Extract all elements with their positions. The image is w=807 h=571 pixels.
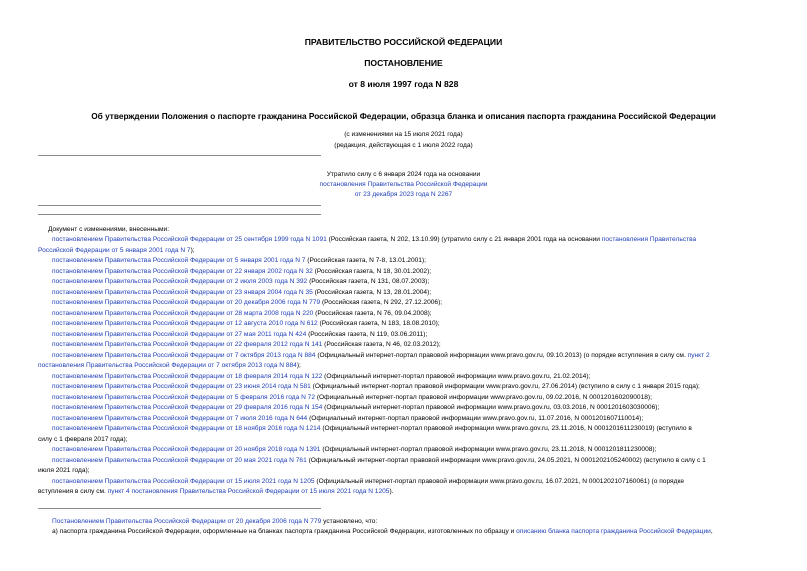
government-heading: ПРАВИТЕЛЬСТВО РОССИЙСКОЙ ФЕДЕРАЦИИ	[304, 37, 503, 47]
amendment-ref-link[interactable]: постановления Правительства	[601, 236, 697, 243]
document-title: Об утверждении Положения о паспорте гражданина Российской Федерации, образца бланка и описания паспорта гражданина Российской Федерации	[91, 111, 716, 121]
amendment-link[interactable]: постановлением Правительства Российской Федерации от 29 февраля 2016 года N 154	[52, 404, 323, 411]
lapsed-link-date[interactable]: от 23 декабря 2023 года N 2267	[354, 191, 453, 198]
amendment-cont-link[interactable]: Российской Федерации от 5 января 2001 года N 7	[38, 246, 191, 254]
amendment-item: постановлением Правительства Российской Федерации от 18 ноября 2016 года N 1214 (Официальный интернет-портал правовой информации www.pravo.gov.ru, 23.11.2016, N 0001201611230019) (вступило в	[52, 425, 692, 432]
amendment-link[interactable]: постановлением Правительства Российской Федерации от 22 февраля 2012 года N 141	[52, 341, 323, 348]
amendment-item: постановлением Правительства Российской Федерации от 5 января 2001 года N 7 (Российская газета, N 7-8, 13.01.2001);	[52, 257, 426, 264]
amendment-item-cont: постановления Правительства Российской Федерации от 7 октября 2013 года N 884);	[38, 362, 301, 369]
amendment-link[interactable]: постановлением Правительства Российской Федерации от 15 июля 2021 года N 1205	[52, 477, 315, 485]
amendment-link[interactable]: постановлением Правительства Российской Федерации от 20 ноября 2018 года N 1391	[52, 446, 321, 453]
footer-item-a-link[interactable]: описанию бланка паспорта гражданина Российской Федерации	[516, 528, 711, 535]
amendment-link[interactable]: постановлением Правительства Российской Федерации от 23 января 2004 года N 35	[52, 288, 313, 296]
divider	[38, 214, 321, 215]
amendment-item: постановлением Правительства Российской Федерации от 2 июля 2003 года N 392 (Российская газета, N 131, 08.07.2003);	[52, 278, 430, 285]
divider	[38, 508, 321, 509]
amendment-link[interactable]: постановлением Правительства Российской Федерации от 27 мая 2011 года N 424	[52, 330, 307, 338]
amendment-cont-link[interactable]: постановления Правительства Российской Федерации от 7 октября 2013 года N 884	[38, 362, 297, 369]
document-type: ПОСТАНОВЛЕНИЕ	[364, 58, 443, 68]
lapsed-text: Утратило силу с 6 января 2024 года на основании	[326, 171, 481, 178]
amendment-item: постановлением Правительства Российской Федерации от 28 марта 2008 года N 220 (Российская газета, N 76, 09.04.2008);	[52, 309, 432, 317]
amendment-item: постановлением Правительства Российской Федерации от 5 февраля 2016 года N 72 (Официальный интернет-портал правовой информации www.pravo.gov.ru, 09.02.2016, N 0001201602090018);	[52, 393, 652, 401]
footer-link[interactable]: Постановлением Правительства Российской Федерации от 20 декабря 2006 года N 779	[52, 518, 322, 525]
amendment-item: постановлением Правительства Российской Федерации от 22 января 2002 года N 32 (Российская газета, N 18, 30.01.2002);	[52, 267, 432, 275]
amendment-item-cont: вступления в силу см. пункт 4 постановления Правительства Российской Федерации от 15 июля 2021 года N 1205).	[38, 488, 394, 495]
amendment-item: постановлением Правительства Российской Федерации от 20 декабря 2006 года N 779 (Российская газета, N 292, 27.12.2006);	[52, 299, 443, 306]
amendment-link[interactable]: постановлением Правительства Российской Федерации от 5 февраля 2016 года N 72	[52, 393, 316, 401]
amendment-item: постановлением Правительства Российской Федерации от 27 мая 2011 года N 424 (Российская газета, N 119, 03.06.2011);	[52, 330, 428, 338]
amendment-item-cont: Российской Федерации от 5 января 2001 года N 7);	[38, 246, 195, 254]
amendment-item-cont: силу с 1 февраля 2017 года);	[38, 435, 128, 443]
amendment-item-cont: июля 2021 года);	[38, 467, 90, 474]
amendment-link[interactable]: постановлением Правительства Российской Федерации от 2 июля 2003 года N 392	[52, 278, 308, 285]
amendment-item: постановлением Правительства Российской Федерации от 29 февраля 2016 года N 154 (Официальный интернет-портал правовой информации www.pravo.gov.ru, 03.03.2016, N 0001201603030006);	[52, 404, 660, 411]
divider	[38, 155, 321, 156]
amendment-link[interactable]: постановлением Правительства Российской Федерации от 7 июля 2016 года N 644	[52, 414, 308, 422]
amendment-ref-link[interactable]: пункт 2	[687, 351, 710, 359]
amendment-link[interactable]: постановлением Правительства Российской Федерации от 12 августа 2010 года N 612	[52, 320, 318, 327]
amendment-link[interactable]: постановлением Правительства Российской Федерации от 5 января 2001 года N 7	[52, 257, 306, 264]
document-date: от 8 июля 1997 года N 828	[348, 79, 459, 89]
amendment-link[interactable]: постановлением Правительства Российской Федерации от 18 февраля 2014 года N 122	[52, 372, 323, 380]
amendment-link[interactable]: постановлением Правительства Российской Федерации от 23 июня 2014 года N 581	[52, 383, 311, 390]
amendment-item: постановлением Правительства Российской Федерации от 25 сентября 1999 года N 1091 (Российская газета, N 202, 13.10.99) (утратило силу с 21 января 2001 года на основании постановления Правительства	[52, 236, 697, 243]
footer-item-a: а) паспорта гражданина Российской Федерации, оформленные на бланках паспорта гражданина Российской Федерации, изготовленных по образцу и описанию бланка паспорта гражданина Российской Федерации,	[52, 528, 713, 535]
amendment-link[interactable]: постановлением Правительства Российской Федерации от 20 декабря 2006 года N 779	[52, 299, 321, 306]
amendment-link[interactable]: постановлением Правительства Российской Федерации от 20 мая 2021 года N 761	[52, 456, 307, 464]
divider	[38, 205, 321, 206]
amendment-link[interactable]: постановлением Правительства Российской Федерации от 22 января 2002 года N 32	[52, 267, 313, 275]
amendment-item: постановлением Правительства Российской Федерации от 20 мая 2021 года N 761 (Официальный интернет-портал правовой информации www.pravo.gov.ru, 24.05.2021, N 0001202105240002) (вступило в силу с 1	[52, 456, 706, 464]
amendment-link[interactable]: постановлением Правительства Российской Федерации от 28 марта 2008 года N 220	[52, 309, 314, 317]
revision-edition: (редакция, действующая с 1 июля 2022 года)	[334, 142, 473, 149]
amendment-item: постановлением Правительства Российской Федерации от 12 августа 2010 года N 612 (Российская газета, N 183, 18.08.2010);	[52, 320, 440, 327]
revision-changes: (с изменениями на 15 июля 2021 года)	[344, 131, 463, 138]
amendment-item: постановлением Правительства Российской Федерации от 23 июня 2014 года N 581 (Официальный интернет-портал правовой информации www.pravo.gov.ru, 27.06.2014) (вступило в силу с 1 января 2015 года);	[52, 383, 700, 390]
amendment-item: постановлением Правительства Российской Федерации от 23 января 2004 года N 35 (Российская газета, N 13, 28.01.2004);	[52, 288, 432, 296]
amendments-intro: Документ с изменениями, внесенными:	[48, 226, 170, 233]
footer-note: Постановлением Правительства Российской Федерации от 20 декабря 2006 года N 779 установлено, что:	[52, 518, 378, 525]
amendment-link[interactable]: постановлением Правительства Российской Федерации от 7 октября 2013 года N 884	[52, 351, 316, 359]
amendment-item: постановлением Правительства Российской Федерации от 7 июля 2016 года N 644 (Официальный интернет-портал правовой информации www.pravo.gov.ru, 11.07.2016, N 0001201607110014);	[52, 414, 644, 422]
amendment-item: постановлением Правительства Российской Федерации от 18 февраля 2014 года N 122 (Официальный интернет-портал правовой информации www.pravo.gov.ru, 21.02.2014);	[52, 372, 591, 380]
amendment-link[interactable]: постановлением Правительства Российской Федерации от 18 ноября 2016 года N 1214	[52, 425, 321, 432]
lapsed-link[interactable]: постановления Правительства Российской Федерации	[319, 181, 488, 188]
amendment-item: постановлением Правительства Российской Федерации от 15 июля 2021 года N 1205 (Официальный интернет-портал правовой информации www.pravo.gov.ru, 16.07.2021, N 0001202107160061) (о порядке	[52, 477, 685, 485]
amendment-link[interactable]: постановлением Правительства Российской Федерации от 25 сентября 1999 года N 1091	[52, 236, 327, 243]
amendment-item: постановлением Правительства Российской Федерации от 22 февраля 2012 года N 141 (Российская газета, N 46, 02.03.2012);	[52, 341, 441, 348]
amendment-item: постановлением Правительства Российской Федерации от 7 октября 2013 года N 884 (Официальный интернет-портал правовой информации www.pravo.gov.ru, 09.10.2013) (о порядке вступления в силу см. пункт 2	[52, 351, 710, 359]
amendment-cont-link[interactable]: пункт 4 постановления Правительства Российской Федерации от 15 июля 2021 года N 1205	[107, 488, 390, 495]
amendment-item: постановлением Правительства Российской Федерации от 20 ноября 2018 года N 1391 (Официальный интернет-портал правовой информации www.pravo.gov.ru, 23.11.2018, N 0001201811230008);	[52, 446, 657, 453]
